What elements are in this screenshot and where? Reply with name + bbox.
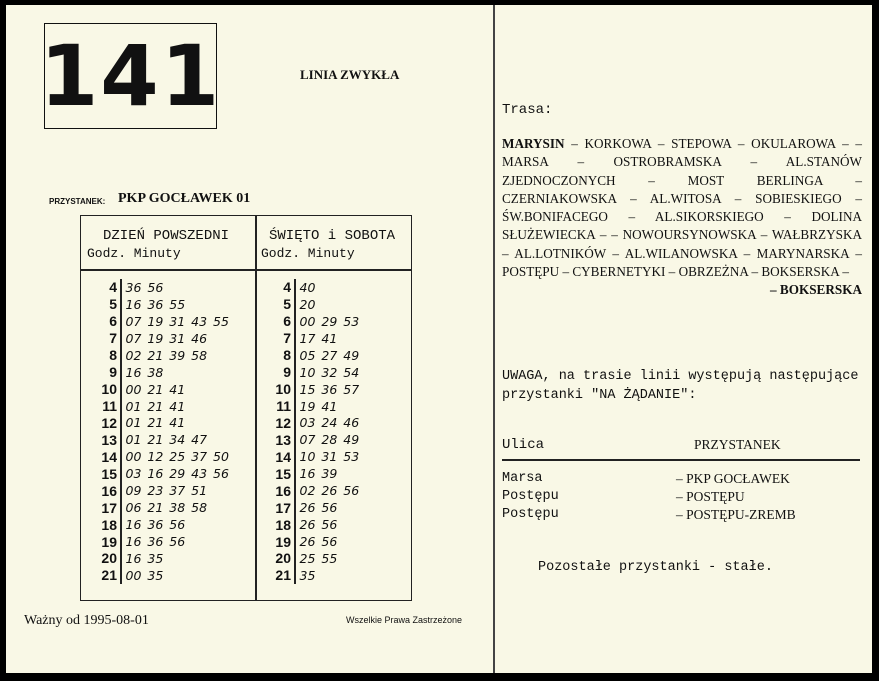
minutes-cell: 07 19 31 43 55	[125, 313, 229, 329]
minutes-cell: 02 21 39 58	[125, 347, 208, 363]
timetable-row	[259, 398, 359, 415]
timetable-row	[259, 347, 359, 364]
hour-cell: 10	[275, 381, 291, 398]
timetable-row	[259, 550, 359, 567]
timetable-sheet	[6, 5, 872, 673]
route-label: Trasa:	[502, 102, 553, 118]
minutes-cell: 00 21 41	[125, 381, 186, 397]
minutes-cell: 07 19 31 46	[125, 330, 208, 346]
timetable-row	[259, 381, 359, 398]
minutes-cell: 07 28 49	[299, 432, 360, 448]
timetable-row	[85, 482, 229, 499]
hour-cell: 14	[101, 448, 117, 465]
hour-cell: 13	[101, 431, 117, 448]
hour-cell: 16	[101, 482, 117, 499]
timetable-row	[85, 431, 229, 448]
timetable-row	[259, 516, 359, 533]
request-stop: – POSTĘPU-ZREMB	[676, 507, 796, 522]
minutes-cell: 16 36 55	[125, 296, 186, 312]
remaining-stops-note: Pozostałe przystanki - stałe.	[538, 560, 773, 575]
departure-table	[80, 215, 412, 601]
street-column-header: Ulica	[502, 437, 545, 453]
timetable-row	[85, 296, 229, 313]
minutes-cell: 20	[299, 296, 316, 312]
timetable-row	[259, 431, 359, 448]
minutes-cell: 01 21 41	[125, 398, 186, 414]
timetable-row	[85, 533, 229, 550]
column-divider	[255, 216, 257, 600]
route-stops: – KORKOWA – STEPOWA – OKULAROWA – – MARSA – OSTROBRAMSKA – AL.STANÓW ZJEDNOCZONYCH – MOST BERLINGA – CZERNIAKOWSKA – AL.WITOSA – SOBIESKIEGO – ŚW.BONIFACEGO – AL.SIKORSKIEGO – DOLINA SŁUŻEWIECKA – – NOWOURSYNOWSKA – WAŁBRZYSKA – AL.LOTNIKÓW – AL.WILANOWSKA – MARYNARSKA – POSTĘPU – CYBERNETYKI – OBRZEŻNA – BOKSERSKA –	[502, 136, 862, 280]
hour-cell: 8	[109, 347, 117, 364]
hour-cell: 20	[101, 550, 117, 567]
minutes-cell: 35	[299, 567, 316, 583]
hour-cell: 12	[275, 414, 291, 431]
minutes-cell: 03 16 29 43 56	[125, 466, 229, 482]
hour-cell: 17	[275, 499, 291, 516]
weekday-title: DZIEŃ POWSZEDNI	[103, 228, 230, 244]
request-table-divider	[502, 459, 860, 461]
hour-cell: 16	[275, 482, 291, 499]
timetable-row	[85, 550, 229, 567]
timetable-row	[259, 448, 359, 465]
timetable-row	[259, 364, 359, 381]
timetable-row	[259, 330, 359, 347]
hour-cell: 7	[283, 330, 291, 347]
timetable-row	[85, 313, 229, 330]
minutes-cell: 16 36 56	[125, 534, 186, 550]
hour-cell: 8	[283, 347, 291, 364]
route-number-box	[39, 23, 222, 129]
minutes-cell: 16 39	[299, 466, 338, 482]
minutes-cell: 00 35	[125, 567, 164, 583]
minutes-cell: 16 35	[125, 550, 164, 566]
minutes-cell: 05 27 49	[299, 347, 360, 363]
hour-cell: 5	[283, 296, 291, 313]
hour-cell: 5	[109, 296, 117, 313]
holiday-title: ŚWIĘTO i SOBOTA	[269, 228, 396, 244]
timetable-row	[85, 448, 229, 465]
timetable-row	[85, 516, 229, 533]
minutes-cell: 10 32 54	[299, 364, 360, 380]
minutes-cell: 06 21 38 58	[125, 500, 208, 516]
hour-cell: 11	[102, 398, 117, 415]
minutes-cell: 01 21 34 47	[125, 432, 208, 448]
timetable-row	[85, 499, 229, 516]
hour-cell: 7	[109, 330, 117, 347]
minutes-cell: 10 31 53	[299, 449, 360, 465]
fold-line	[493, 5, 495, 673]
request-street: Marsa	[502, 471, 543, 486]
hour-cell: 9	[109, 364, 117, 381]
minutes-cell: 00 29 53	[299, 313, 360, 329]
minutes-cell: 09 23 37 51	[125, 483, 208, 499]
hour-cell: 19	[101, 533, 117, 550]
request-stop: – POSTĘPU	[676, 489, 745, 504]
timetable-row	[259, 499, 359, 516]
hour-cell: 15	[101, 465, 117, 482]
request-stop: – PKP GOCŁAWEK	[676, 471, 790, 486]
hour-cell: 19	[275, 533, 291, 550]
on-request-notice: UWAGA, na trasie linii występują następujące przystanki "NA ŻĄDANIE":	[502, 369, 859, 403]
timetable-row	[85, 381, 229, 398]
header-divider	[81, 269, 411, 271]
minutes-cell: 40	[299, 279, 316, 295]
hour-cell: 6	[109, 313, 117, 330]
hour-cell: 18	[101, 516, 117, 533]
hour-cell: 21	[101, 567, 117, 584]
line-type: LINIA ZWYKŁA	[300, 67, 400, 82]
minutes-cell: 25 55	[299, 550, 338, 566]
timetable-row	[259, 567, 359, 584]
timetable-row	[85, 415, 229, 432]
timetable-row	[85, 279, 229, 296]
minutes-cell: 17 41	[299, 330, 338, 346]
minutes-cell: 15 36 57	[299, 381, 360, 397]
route-description	[502, 135, 862, 300]
hour-cell: 10	[101, 381, 117, 398]
timetable-row	[259, 415, 359, 432]
timetable-row	[85, 398, 229, 415]
timetable-row	[259, 533, 359, 550]
stop-column-header: PRZYSTANEK	[694, 437, 781, 452]
minutes-cell: 02 26 56	[299, 483, 360, 499]
timetable-row	[85, 347, 229, 364]
timetable-row	[259, 465, 359, 482]
hour-cell: 4	[283, 279, 291, 296]
hour-cell: 21	[275, 567, 291, 584]
hour-cell: 20	[275, 550, 291, 567]
timetable-row	[259, 279, 359, 296]
minutes-cell: 36 56	[125, 279, 164, 295]
rights-notice: Wszelkie Prawa Zastrzeżone	[346, 615, 463, 625]
hour-cell: 17	[101, 499, 117, 516]
hour-cell: 11	[276, 398, 291, 415]
hour-cell: 12	[101, 414, 117, 431]
valid-from: Ważny od 1995-08-01	[24, 613, 149, 628]
minutes-cell: 01 21 41	[125, 415, 186, 431]
holiday-rows	[259, 279, 359, 584]
hour-cell: 18	[275, 516, 291, 533]
minutes-cell: 00 12 25 37 50	[125, 449, 229, 465]
hour-cell: 9	[283, 364, 291, 381]
timetable-row	[85, 364, 229, 381]
timetable-row	[259, 482, 359, 499]
route-number: 141	[39, 27, 222, 125]
minutes-cell: 26 56	[299, 534, 338, 550]
request-street: Postępu	[502, 507, 559, 522]
hour-cell: 4	[109, 279, 117, 296]
timetable-row	[85, 330, 229, 347]
minutes-cell: 19 41	[299, 398, 338, 414]
stop-label: PRZYSTANEK:	[49, 197, 106, 206]
stop-name: PKP GOCŁAWEK 01	[118, 191, 251, 206]
hour-cell: 14	[275, 448, 291, 465]
minutes-cell: 03 24 46	[299, 415, 360, 431]
minutes-cell: 16 38	[125, 364, 164, 380]
hour-cell: 15	[275, 465, 291, 482]
route-last-stop: – BOKSERSKA	[770, 282, 862, 298]
holiday-subheader: Godz. Minuty	[261, 246, 355, 261]
timetable-row	[85, 465, 229, 482]
route-first-stop: MARYSIN	[502, 136, 565, 151]
weekday-subheader: Godz. Minuty	[87, 246, 181, 261]
minutes-cell: 26 56	[299, 500, 338, 516]
hour-cell: 13	[275, 431, 291, 448]
minutes-cell: 16 36 56	[125, 517, 186, 533]
minutes-cell: 26 56	[299, 517, 338, 533]
weekday-rows	[85, 279, 229, 584]
hour-cell: 6	[283, 313, 291, 330]
timetable-row	[259, 313, 359, 330]
request-street: Postępu	[502, 489, 559, 504]
timetable-row	[85, 567, 229, 584]
timetable-row	[259, 296, 359, 313]
